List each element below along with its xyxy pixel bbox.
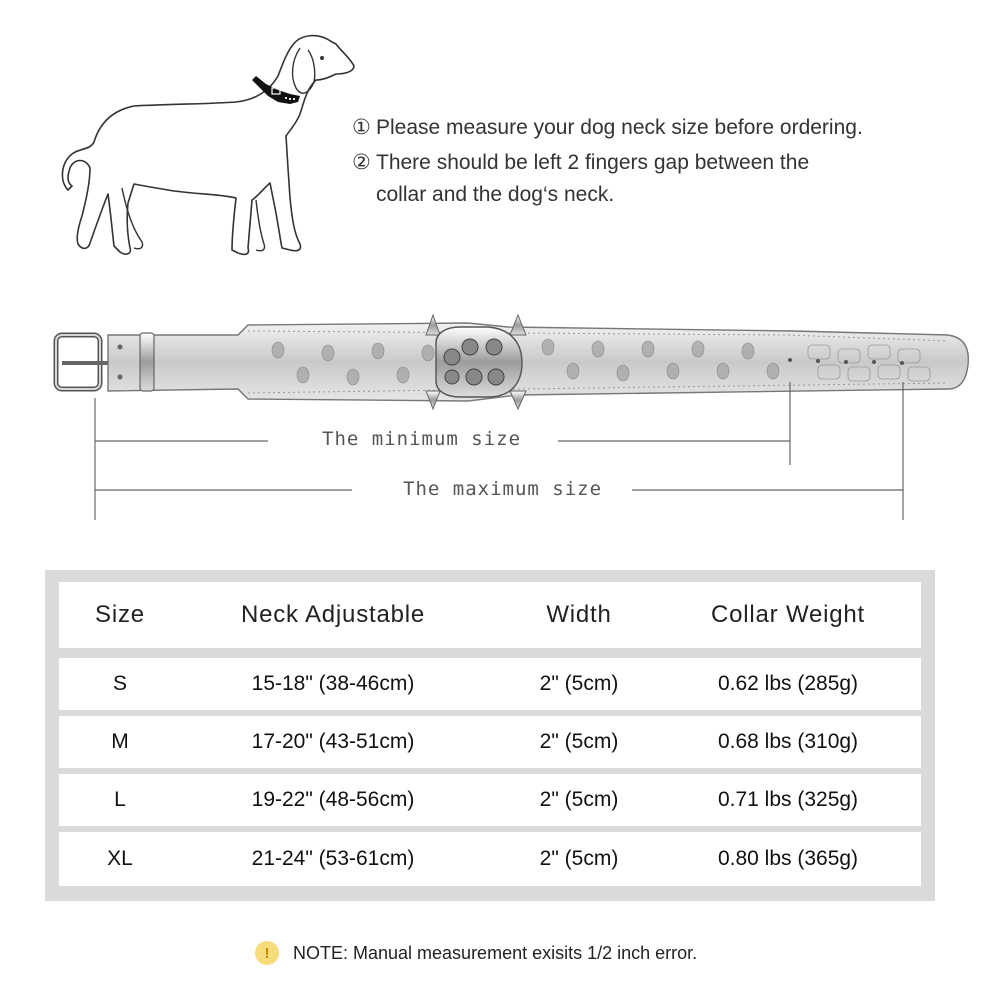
instruction-item: [352, 147, 952, 179]
cell-width: 2" (5cm): [539, 672, 619, 695]
instruction-text: collar and the dog‘s neck.: [376, 183, 615, 206]
measurement-instructions: [352, 112, 952, 211]
cell-width: 2" (5cm): [539, 847, 619, 870]
minimum-size-label: The minimum size: [322, 428, 522, 450]
cell-neck: 17-20" (43-51cm): [251, 730, 415, 753]
cell-weight: 0.80 lbs (365g): [717, 847, 859, 870]
cell-size: S: [112, 672, 128, 695]
cell-neck: 21-24" (53-61cm): [251, 847, 415, 870]
header-size: Size: [95, 601, 145, 628]
table-row: [59, 658, 921, 710]
cell-neck: 15-18" (38-46cm): [251, 672, 415, 695]
table-row: [59, 774, 921, 826]
cell-size: M: [111, 730, 129, 753]
note-text: NOTE: Manual measurement exisits 1/2 inch error.: [293, 942, 698, 963]
cell-weight: 0.62 lbs (285g): [717, 672, 859, 695]
maximum-size-label: The maximum size: [403, 478, 603, 500]
cell-width: 2" (5cm): [539, 730, 619, 753]
size-chart-table: [45, 570, 935, 901]
table-header-row: [59, 582, 921, 648]
instruction-number: ②: [352, 151, 371, 174]
table-row: [59, 716, 921, 768]
instruction-item: [352, 112, 952, 144]
cell-size: XL: [107, 847, 133, 870]
instruction-text: Please measure your dog neck size before ordering.: [376, 116, 863, 139]
instruction-text: There should be left 2 fingers gap between the: [376, 151, 810, 174]
cell-width: 2" (5cm): [539, 788, 619, 811]
table-row: [59, 832, 921, 886]
warning-icon: !: [255, 941, 279, 965]
measurement-note: [255, 938, 697, 968]
dog-illustration: [60, 18, 370, 268]
instruction-continuation: [352, 179, 952, 211]
cell-neck: 19-22" (48-56cm): [251, 788, 415, 811]
instruction-number: ①: [352, 116, 371, 139]
cell-size: L: [114, 788, 126, 811]
cell-weight: 0.71 lbs (325g): [717, 788, 859, 811]
collar-image: [48, 305, 978, 415]
header-width: Width: [546, 601, 612, 628]
header-neck-adjustable: Neck Adjustable: [240, 601, 426, 628]
header-collar-weight: Collar Weight: [710, 601, 866, 628]
cell-weight: 0.68 lbs (310g): [717, 730, 859, 753]
